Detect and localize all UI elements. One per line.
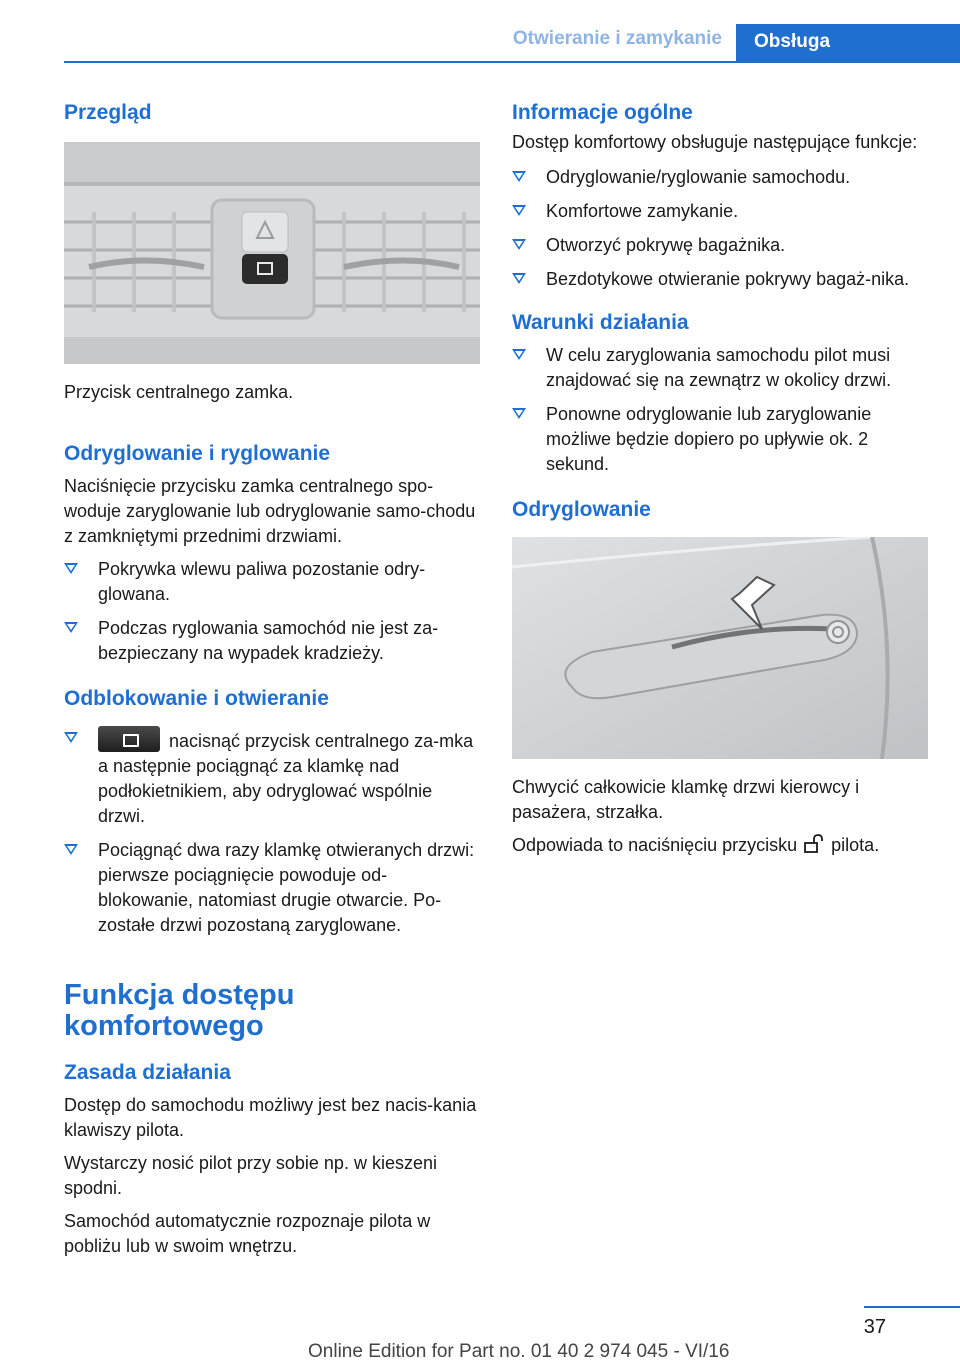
triangle-bullet-icon <box>64 563 78 574</box>
release-heading: Odblokowanie i otwieranie <box>64 687 329 710</box>
list-item: nacisnąć przycisk centralnego za-mka a następnie pociągnąć za klamkę nad podłokietnikiem, aby odryglować wspólnie drzwi. <box>64 726 480 829</box>
list-item: Ponowne odryglowanie lub zaryglowanie możliwe będzie dopiero po upływie ok. 2 sekund. <box>512 402 928 477</box>
list-item: Pokrywka wlewu paliwa pozostanie odry-glowana. <box>64 557 480 607</box>
principle-para-2: Wystarczy nosić pilot przy sobie np. w kieszeni spodni. <box>64 1153 437 1198</box>
general-info-heading: Informacje ogólne <box>512 101 693 124</box>
triangle-bullet-icon <box>512 408 526 419</box>
list-item: Bezdotykowe otwieranie pokrywy bagaż-nika. <box>512 267 928 292</box>
list-item: Otworzyć pokrywę bagażnika. <box>512 233 928 258</box>
release-list <box>64 726 480 938</box>
principle-para-1: Dostęp do samochodu możliwy jest bez nacis-kania klawiszy pilota. <box>64 1095 477 1140</box>
header-section-title: Otwieranie i zamykanie <box>512 28 722 49</box>
triangle-bullet-icon <box>512 171 526 182</box>
header-chapter-tab: Obsługa <box>736 24 960 63</box>
unlock-lock-text: Naciśnięcie przycisku zamka centralnego spo-woduje zaryglowanie lub odryglowanie samo-chodu z zamkniętymi przednimi drzwiami. <box>64 476 476 546</box>
photo1-caption: Przycisk centralnego zamka. <box>64 382 294 402</box>
triangle-bullet-icon <box>512 349 526 360</box>
triangle-bullet-icon <box>64 622 78 633</box>
right-column <box>512 100 928 866</box>
unlocking-heading: Odryglowanie <box>512 498 651 521</box>
general-info-text: Dostęp komfortowy obsługuje następujące funkcje: <box>512 132 918 152</box>
list-item: W celu zaryglowania samochodu pilot musi znajdować się na zewnątrz w okolicy drzwi. <box>512 343 928 393</box>
header-rule <box>64 61 960 63</box>
conditions-list <box>512 343 928 477</box>
comfort-access-heading: Funkcja dostępu komfortowego <box>64 979 295 1042</box>
remote-text: Odpowiada to naciśnięciu przycisku pilota. <box>512 835 880 855</box>
list-item: Odryglowanie/ryglowanie samochodu. <box>512 165 928 190</box>
unlock-lock-list <box>64 557 480 666</box>
list-item: Podczas ryglowania samochód nie jest za-bezpieczany na wypadek kradzieży. <box>64 616 480 666</box>
general-info-list <box>512 165 928 292</box>
left-column <box>64 100 480 1267</box>
central-lock-photo <box>64 142 480 364</box>
unlock-lock-heading: Odryglowanie i ryglowanie <box>64 442 331 465</box>
footer-rule <box>864 1306 960 1308</box>
unlock-padlock-icon <box>803 834 825 854</box>
triangle-bullet-icon <box>64 732 78 743</box>
central-lock-button-icon <box>98 726 160 752</box>
principle-heading: Zasada działania <box>64 1061 231 1084</box>
triangle-bullet-icon <box>512 205 526 216</box>
triangle-bullet-icon <box>512 239 526 250</box>
list-item: Komfortowe zamykanie. <box>512 199 928 224</box>
overview-heading: Przegląd <box>64 101 152 124</box>
footer-edition: Online Edition for Part no. 01 40 2 974 045 - VI/16 <box>308 1341 730 1362</box>
door-handle-photo <box>512 537 928 759</box>
conditions-heading: Warunki działania <box>512 311 689 334</box>
triangle-bullet-icon <box>64 844 78 855</box>
page-number: 37 <box>863 1316 886 1338</box>
list-item: Pociągnąć dwa razy klamkę otwieranych drzwi: pierwsze pociągnięcie powoduje od-blokowanie, natomiast drugie otwarcie. Po-zostałe drzwi pozostaną zaryglowane. <box>64 838 480 938</box>
principle-para-3: Samochód automatycznie rozpoznaje pilota w pobliżu lub w swoim wnętrzu. <box>64 1211 431 1256</box>
triangle-bullet-icon <box>512 273 526 284</box>
photo2-caption: Chwycić całkowicie klamkę drzwi kierowcy i pasażera, strzałka. <box>512 777 860 822</box>
